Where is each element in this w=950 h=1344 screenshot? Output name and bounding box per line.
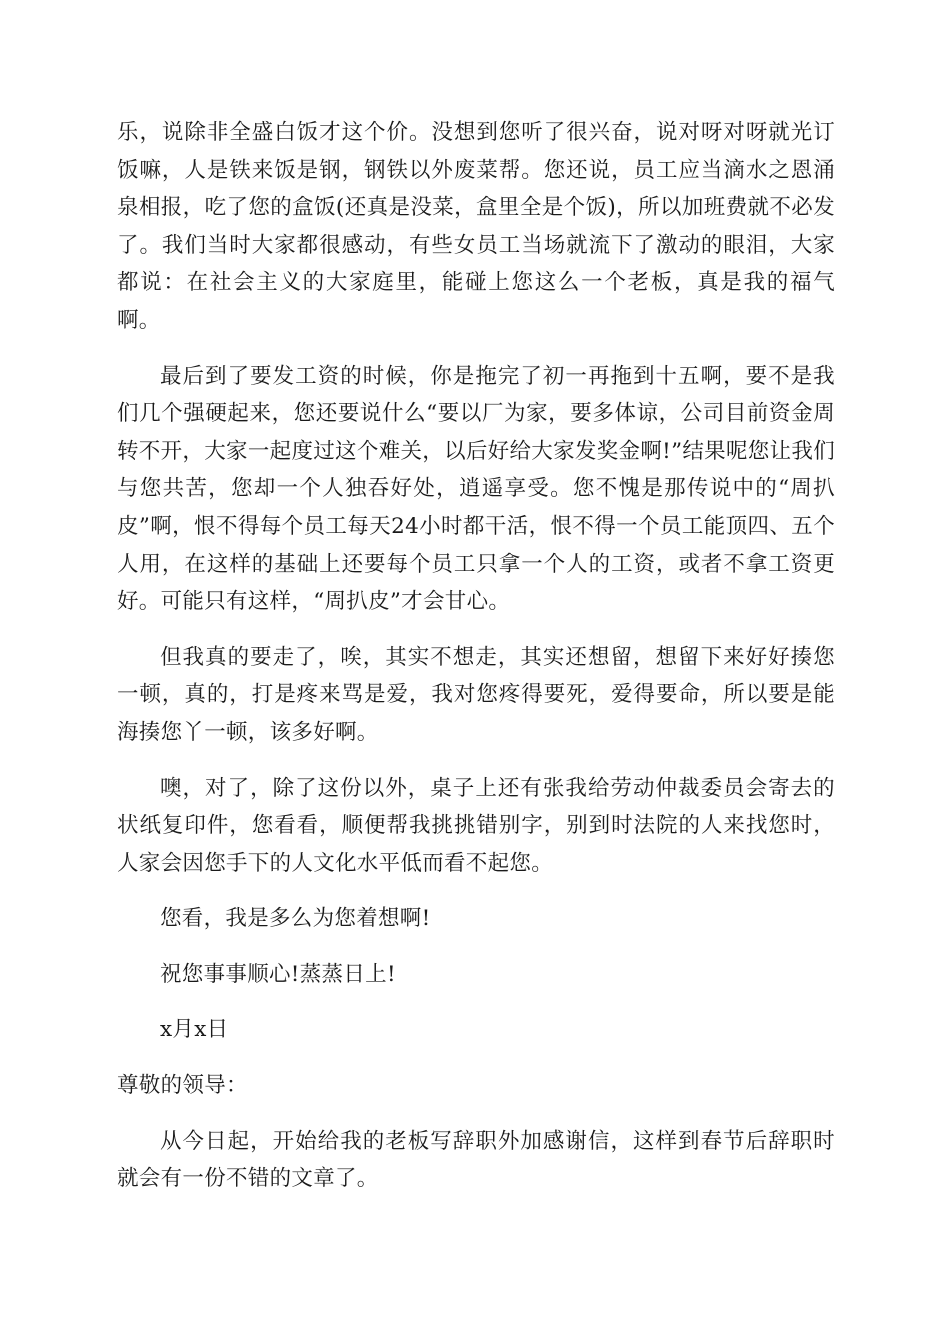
paragraph-arbitration: 噢，对了，除了这份以外，桌子上还有张我给劳动仲裁委员会寄去的状纸复印件，您看看，顺便帮我挑挑错别字，别到时法院的人来找您时，人家会因您手下的人文化水平低而看不起您。 — [117, 775, 835, 876]
paragraph-continuation: 乐，说除非全盛白饭才这个价。没想到您听了很兴奋，说对呀对呀就光订饭嘛，人是铁来饭是钢，钢铁以外废菜帮。您还说，员工应当滴水之恩涌泉相报，吃了您的盒饭(还真是没菜，盒里全是个饭)，所以加班费就不必发了。我们当时大家都很感动，有些女员工当场就流下了激动的眼泪，大家都说：在社会主义的大家庭里，能碰上您这么一个老板，真是我的福气啊。 — [117, 120, 835, 333]
paragraph-date: x月x日 — [160, 1017, 229, 1043]
paragraph-leaving: 但我真的要走了，唉，其实不想走，其实还想留，想留下来好好揍您一顿，真的，打是疼来骂是爱，我对您疼得要死，爱得要命，所以要是能海揍您丫一顿，该多好啊。 — [117, 644, 835, 745]
paragraph-salutation: 尊敬的领导： — [117, 1073, 248, 1099]
document-body — [117, 114, 835, 1216]
paragraph-wishes: 祝您事事顺心!蒸蒸日上! — [160, 961, 396, 987]
paragraph-intro: 从今日起，开始给我的老板写辞职外加感谢信，这样到春节后辞职时就会有一份不错的文章了。 — [117, 1128, 835, 1192]
paragraph-closing-remark: 您看，我是多么为您着想啊! — [160, 906, 431, 932]
paragraph-salary: 最后到了要发工资的时候，你是拖完了初一再拖到十五啊，要不是我们几个强硬起来，您还要说什么“要以厂为家，要多体谅，公司目前资金周转不开，大家一起度过这个难关，以后好给大家发奖金啊!”结果呢您让我们与您共苦，您却一个人独吞好处，逍遥享受。您不愧是那传说中的“周扒皮”啊，恨不得每个员工每天24小时都干活，恨不得一个员工能顶四、五个人用，在这样的基础上还要每个员工只拿一个人的工资，或者不拿工资更好。可能只有这样，“周扒皮”才会甘心。 — [117, 363, 835, 615]
